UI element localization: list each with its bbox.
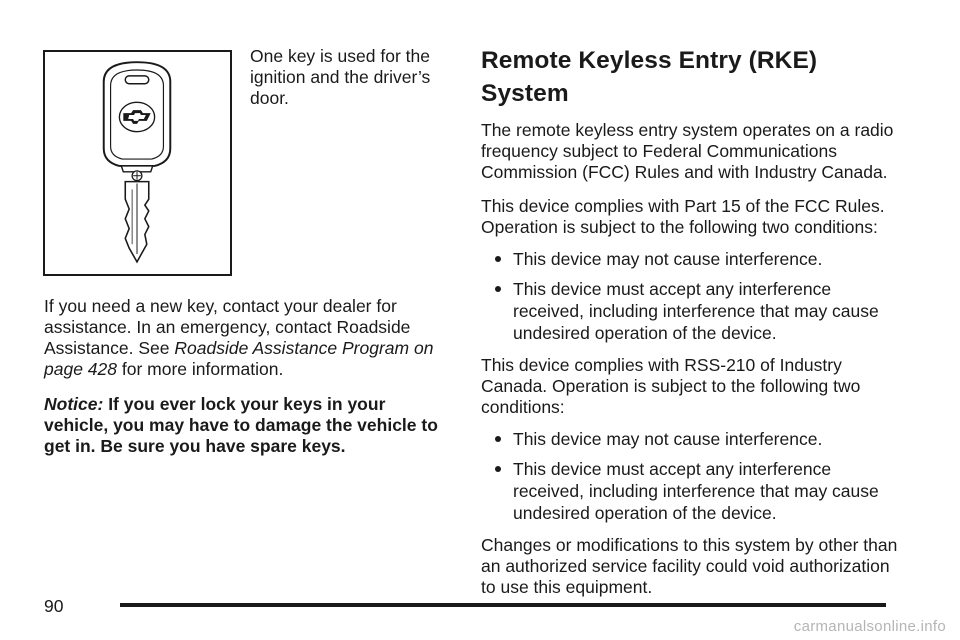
notice-text: If you ever lock your keys in your vehicle, you may have to damage the vehicle to get in. Be sure you have spare keys. [44,394,438,456]
left-column-text [44,296,444,471]
rss-paragraph: This device complies with RSS-210 of Industry Canada. Operation is subject to the following two conditions: [481,355,861,417]
new-key-text-end: for more information. [117,359,284,379]
bullet-icon [495,466,501,472]
key-illustration [43,50,232,276]
footer-rule [120,603,886,607]
roadside-assistance-link[interactable]: Roadside Assistance Program on page 428 [44,338,434,379]
fcc-conditions-list [481,248,901,344]
key-icon [45,52,230,274]
bullet-icon [495,256,501,262]
bullet-icon [495,286,501,292]
fcc-condition-2: This device must accept any interference received, including interference that may cause undesired operation of the device. [513,279,879,343]
bullet-icon [495,436,501,442]
right-column [481,44,901,611]
list-item [481,458,901,524]
rke-heading: Remote Keyless Entry (RKE) System [481,47,818,107]
list-item [481,248,901,270]
rss-condition-2: This device must accept any interference received, including interference that may cause undesired operation of the device. [513,459,879,523]
rss-condition-1: This device may not cause interference. [513,429,823,449]
closing-paragraph: Changes or modifications to this system by other than an authorized service facility could void authorization to use this equipment. [481,535,898,597]
key-caption: One key is used for the ignition and the driver’s door. [250,46,431,108]
rke-intro: The remote keyless entry system operates on a radio frequency subject to Federal Communications Commission (FCC) Rules and with Industry Canada. [481,120,894,182]
page-number: 90 [44,596,64,616]
new-key-paragraph [44,296,444,380]
fcc-condition-1: This device may not cause interference. [513,249,823,269]
notice-label: Notice: [44,394,104,414]
rss-conditions-list [481,428,901,524]
new-key-text: If you need a new key, contact your dealer for assistance. In an emergency, contact Roadside Assistance. See [44,296,411,358]
watermark: carmanualsonline.info [793,618,946,635]
list-item [481,428,901,450]
fcc-paragraph: This device complies with Part 15 of the FCC Rules. Operation is subject to the following two conditions: [481,196,885,237]
list-item [481,278,901,344]
notice-paragraph [44,394,444,457]
